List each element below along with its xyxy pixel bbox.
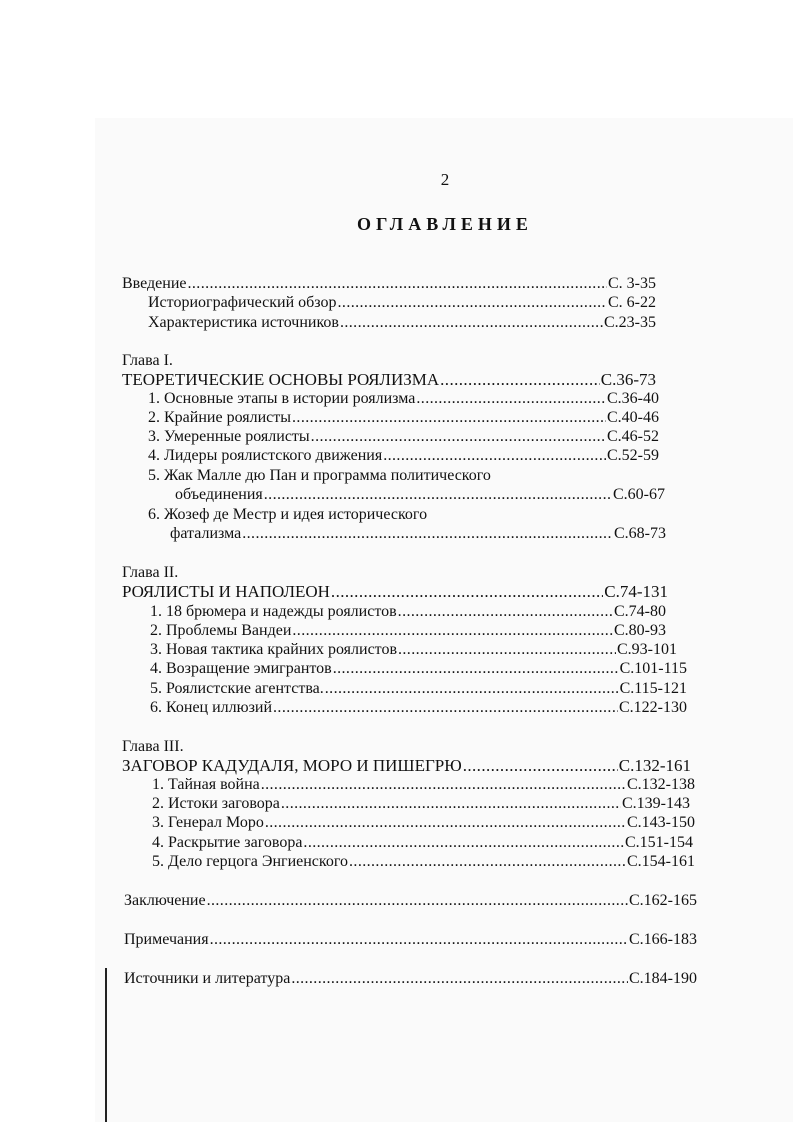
leader-dots <box>264 485 612 505</box>
leader-dots <box>291 969 628 989</box>
toc-entry-pages: С.151-154 <box>625 834 693 851</box>
toc-entry[interactable] <box>152 852 695 872</box>
toc-entry-label: 5. Жак Малле дю Пан и программа политического <box>148 467 491 484</box>
toc-entry-label: Заключение <box>124 892 206 909</box>
toc-entry-label: 3. Генерал Моро <box>152 814 264 831</box>
toc-entry-sources[interactable] <box>124 969 697 989</box>
leader-dots <box>338 293 607 313</box>
toc-entry-label: 4. Раскрытие заговора <box>152 834 303 851</box>
toc-entry-chapter[interactable] <box>122 756 691 776</box>
toc-entry-label: 4. Возращение эмигрантов <box>150 660 332 677</box>
toc-entry[interactable] <box>175 485 665 505</box>
page-number: 2 <box>440 170 450 189</box>
toc-entry-pages: С.36-73 <box>600 370 656 389</box>
toc-entry-label: 3. Новая тактика крайних роялистов <box>150 641 397 658</box>
toc-entry-pages: С.184-190 <box>629 970 697 987</box>
toc-entry-pages: С.40-46 <box>607 409 659 426</box>
toc-title: ОГЛАВЛЕНИЕ <box>357 214 533 234</box>
toc-entry[interactable] <box>148 427 659 447</box>
toc-entry-label: 6. Конец иллюзий <box>150 699 273 716</box>
leader-dots <box>281 794 621 814</box>
toc-entry[interactable] <box>152 775 695 795</box>
leader-dots <box>273 698 618 718</box>
leader-dots <box>210 930 628 950</box>
toc-entry-notes[interactable] <box>124 930 697 950</box>
toc-entry-label: ЗАГОВОР КАДУДАЛЯ, МОРО И ПИШЕГРЮ <box>122 756 462 775</box>
toc-entry[interactable] <box>148 408 659 428</box>
leader-dots <box>292 408 606 428</box>
leader-dots <box>349 852 626 872</box>
toc-entry[interactable] <box>148 389 659 409</box>
toc-entry-label: 2. Проблемы Вандеи <box>150 622 292 639</box>
toc-entry-label: 5. Дело герцога Энгиенского <box>152 853 349 870</box>
toc-entry-label: 2. Истоки заговора <box>152 795 280 812</box>
toc-entry-pages: С.132-161 <box>618 756 691 775</box>
leader-dots <box>292 621 613 641</box>
toc-entry-pages: С. 6-22 <box>608 294 656 311</box>
toc-entry-pages: С.80-93 <box>614 622 666 639</box>
leader-dots <box>207 891 628 911</box>
leader-dots <box>311 427 606 447</box>
leader-dots <box>188 274 608 294</box>
toc-entry-pages: С.166-183 <box>629 931 697 948</box>
toc-entry-label: Источники и литература <box>124 970 291 987</box>
toc-entry-pages: С.74-80 <box>614 603 666 620</box>
toc-entry-pages: С.143-150 <box>627 814 695 831</box>
toc-entry[interactable] <box>170 524 666 544</box>
toc-entry[interactable] <box>152 833 693 853</box>
toc-entry-chapter[interactable] <box>122 370 656 390</box>
leader-dots <box>398 602 613 622</box>
toc-entry-label-cont: фатализма <box>170 525 242 542</box>
toc-entry-label-cont: объединения <box>175 486 263 503</box>
chapter-heading: Глава III. <box>122 738 184 755</box>
leader-dots <box>398 640 616 660</box>
toc-entry-pages: С.46-52 <box>607 428 659 445</box>
toc-entry-label: РОЯЛИСТЫ И НАПОЛЕОН <box>122 582 330 601</box>
toc-entry-label: ТЕОРЕТИЧЕСКИЕ ОСНОВЫ РОЯЛИЗМА <box>122 370 440 389</box>
toc-entry-label: 5. Роялистские агентства. <box>150 680 324 697</box>
toc-entry-pages: С.23-35 <box>604 314 656 331</box>
toc-entry-label: Характеристика источников <box>148 314 339 331</box>
chapter-heading: Глава I. <box>122 352 173 369</box>
toc-entry-conclusion[interactable] <box>124 891 697 911</box>
leader-dots <box>333 659 619 679</box>
toc-entry[interactable] <box>150 640 677 660</box>
toc-entry[interactable] <box>150 621 666 641</box>
toc-entry-label: 1. 18 брюмера и надежды роялистов <box>150 603 397 620</box>
leader-dots <box>325 679 619 699</box>
toc-entry-pages: С.139-143 <box>622 795 690 812</box>
leader-dots <box>242 524 613 544</box>
toc-entry-pages: С.132-138 <box>627 776 695 793</box>
toc-entry-label: Примечания <box>124 931 209 948</box>
toc-entry[interactable] <box>150 679 687 699</box>
toc-entry-label: Историографический обзор <box>148 294 337 311</box>
toc-entry-label: 2. Крайние роялисты <box>148 409 292 426</box>
toc-entry-pages: С.93-101 <box>617 641 677 658</box>
leader-dots <box>440 370 600 390</box>
toc-entry-pages: С.101-115 <box>619 660 687 677</box>
toc-entry-pages: С.60-67 <box>613 486 665 503</box>
toc-entry-pages: С.68-73 <box>614 525 666 542</box>
toc-entry[interactable] <box>148 446 659 466</box>
margin-scan-line <box>105 968 107 1122</box>
toc-entry[interactable] <box>152 813 695 833</box>
toc-entry[interactable] <box>150 602 666 622</box>
toc-entry-intro[interactable] <box>122 274 656 294</box>
toc-entry-pages: С.52-59 <box>607 447 659 464</box>
toc-entry[interactable] <box>148 313 656 333</box>
leader-dots <box>416 389 606 409</box>
toc-entry-pages: С.36-40 <box>607 390 659 407</box>
leader-dots <box>383 446 606 466</box>
toc-entry-pages: С. 3-35 <box>608 275 656 292</box>
toc-entry-pages: С.122-130 <box>619 699 687 716</box>
leader-dots <box>265 813 626 833</box>
toc-entry[interactable] <box>152 794 690 814</box>
toc-entry-pages: С.162-165 <box>629 892 697 909</box>
leader-dots <box>331 582 603 602</box>
toc-entry-pages: С.115-121 <box>619 680 687 697</box>
toc-entry[interactable] <box>148 293 656 313</box>
toc-entry-label: 1. Основные этапы в истории роялизма <box>148 390 416 407</box>
toc-entry-chapter[interactable] <box>122 582 668 602</box>
chapter-heading: Глава II. <box>122 564 179 581</box>
toc-entry[interactable] <box>150 698 687 718</box>
leader-dots <box>340 313 603 333</box>
leader-dots <box>303 833 624 853</box>
toc-entry-label: Введение <box>122 275 187 292</box>
toc-entry[interactable] <box>150 659 687 679</box>
toc-entry-label: 6. Жозеф де Местр и идея исторического <box>148 506 428 523</box>
toc-entry-label: 4. Лидеры роялистского движения <box>148 447 383 464</box>
leader-dots <box>463 756 618 776</box>
toc-entry-label: 1. Тайная война <box>152 776 260 793</box>
toc-entry-pages: С.74-131 <box>604 582 668 601</box>
toc-entry-pages: С.154-161 <box>627 853 695 870</box>
leader-dots <box>261 775 626 795</box>
toc-entry-label: 3. Умеренные роялисты <box>148 428 310 445</box>
